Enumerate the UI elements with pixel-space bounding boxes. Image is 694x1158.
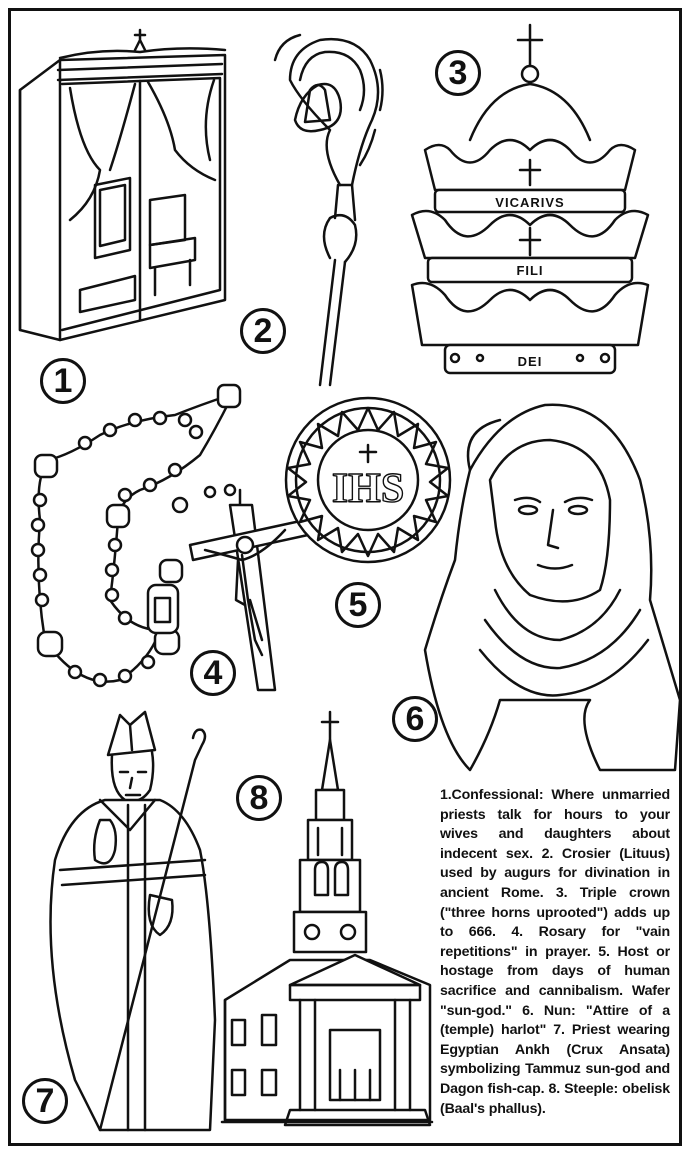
label-2: 2 [240, 308, 286, 354]
church-drawing [222, 712, 432, 1125]
tiara-band-middle: FILI [516, 263, 544, 278]
tiara-band-top: VICARIVS [495, 195, 565, 210]
label-3: 3 [435, 50, 481, 96]
label-4: 4 [190, 650, 236, 696]
nun-drawing [425, 405, 680, 770]
tiara-band-bottom: DEI [517, 354, 543, 369]
label-1: 1 [40, 358, 86, 404]
caption-text: 1.Confessional: Where unmarried priests talk for hours to your wives and daughters about indecent sex. 2. Crosier (Lituus) used by augurs for divination in ancient Rome. 3. Triple crown ("three horns uprooted") adds up to 666. 4. Rosary for "vain repetitions" in prayer. 5. Host or hostage from days of human sacrifice and cannibalism. Wafer "sun-god." 6. Nun: "Attire of a (temple) harlot" 7. Priest wearing Egyptian Ankh (Crux Ansata) symbolizing Tammuz sun-god and Dagon fish-cap. 8. Steeple: obelisk (Baal's phallus). [440, 787, 670, 1117]
label-5: 5 [335, 582, 381, 628]
label-7: 7 [22, 1078, 68, 1124]
ihs-monogram: IHS [331, 466, 405, 512]
confessional-drawing [20, 30, 225, 340]
label-8: 8 [236, 775, 282, 821]
label-6: 6 [392, 696, 438, 742]
bishop-drawing [51, 712, 216, 1130]
rosary-drawing [32, 385, 308, 690]
host-drawing [286, 398, 450, 562]
crosier-drawing [275, 35, 383, 385]
